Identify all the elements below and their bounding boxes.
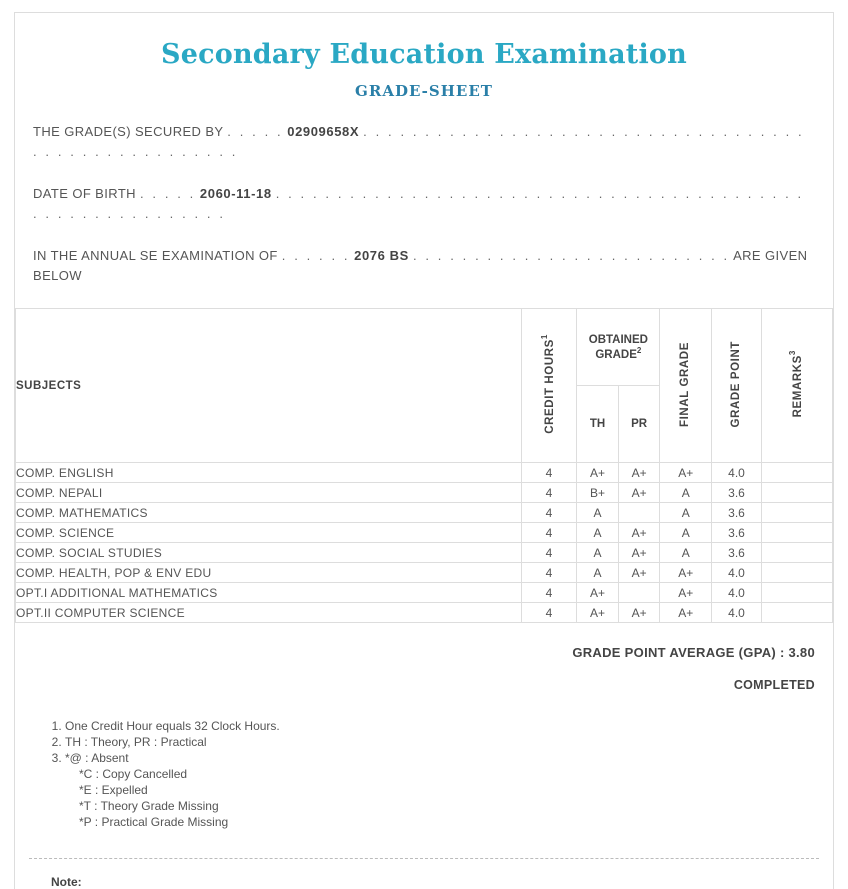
cell-subject: COMP. ENGLISH bbox=[16, 463, 522, 483]
remarks-vertical-label: REMARKS$^3$ bbox=[788, 350, 805, 418]
info-dots-trailing-3: . . . . . . . . . . . . . . . . . . . . . . . . . . bbox=[412, 248, 730, 263]
cell-final-grade: A bbox=[660, 503, 712, 523]
cell-grade-point: 3.6 bbox=[712, 543, 762, 563]
cell-remarks bbox=[761, 563, 832, 583]
page-subtitle: GRADE-SHEET bbox=[355, 82, 493, 100]
cell-theory-grade: A+ bbox=[577, 603, 619, 623]
info-dots-leading-3: . . . . . . bbox=[281, 248, 351, 263]
cell-grade-point: 4.0 bbox=[712, 563, 762, 583]
table-row bbox=[16, 483, 833, 503]
table-row bbox=[16, 463, 833, 483]
cell-grade-point: 3.6 bbox=[712, 503, 762, 523]
status-badge: COMPLETED bbox=[733, 678, 815, 692]
cell-credit: 4 bbox=[521, 543, 577, 563]
note-symbol-absent: *@ : Absent bbox=[65, 751, 129, 765]
info-label-exam-year: IN THE ANNUAL SE EXAMINATION OF bbox=[33, 248, 278, 263]
info-dots-trailing-1: . . . . . . . . . . . . . . . . . . . . . . . . . . . . . . . . . . . . . . . . . . . . . . . . . . . . . bbox=[33, 124, 805, 159]
note-item-th-pr: 2. TH : Theory, PR : Practical bbox=[65, 734, 833, 750]
cell-grade-point: 4.0 bbox=[712, 463, 762, 483]
cell-remarks bbox=[761, 463, 832, 483]
cell-theory-grade: A+ bbox=[577, 463, 619, 483]
column-header-subjects: SUBJECTS bbox=[16, 309, 522, 463]
cell-credit: 4 bbox=[521, 523, 577, 543]
student-info-block bbox=[15, 100, 833, 286]
column-header-practical: PR bbox=[618, 386, 660, 463]
cell-grade-point: 3.6 bbox=[712, 483, 762, 503]
info-label-date-of-birth: DATE OF BIRTH bbox=[33, 186, 136, 201]
info-value-date-of-birth: 2060-11-18 bbox=[199, 186, 272, 201]
cell-theory-grade: A bbox=[577, 523, 619, 543]
cell-remarks bbox=[761, 543, 832, 563]
cell-final-grade: A+ bbox=[660, 463, 712, 483]
column-header-theory: TH bbox=[577, 386, 619, 463]
table-row bbox=[16, 563, 833, 583]
cell-theory-grade: B+ bbox=[577, 483, 619, 503]
cell-theory-grade: A bbox=[577, 543, 619, 563]
cell-final-grade: A bbox=[660, 543, 712, 563]
cell-credit: 4 bbox=[521, 583, 577, 603]
cell-theory-grade: A+ bbox=[577, 583, 619, 603]
cell-final-grade: A+ bbox=[660, 583, 712, 603]
cell-practical-grade: A+ bbox=[618, 523, 660, 543]
cell-grade-point: 4.0 bbox=[712, 583, 762, 603]
cell-credit: 4 bbox=[521, 463, 577, 483]
note-item-credit-hour: 1. One Credit Hour equals 32 Clock Hours. bbox=[65, 718, 833, 734]
gpa-summary: GRADE POINT AVERAGE (GPA) : 3.80 bbox=[572, 645, 815, 660]
info-dots-leading-2: . . . . . bbox=[139, 186, 196, 201]
cell-grade-point: 4.0 bbox=[712, 603, 762, 623]
cell-final-grade: A bbox=[660, 483, 712, 503]
cell-subject: COMP. SCIENCE bbox=[16, 523, 522, 543]
cell-practical-grade bbox=[618, 583, 660, 603]
column-header-obtained-grade: OBTAINED GRADE$^2$ bbox=[577, 309, 660, 386]
grades-table-head bbox=[16, 309, 833, 463]
cell-grade-point: 3.6 bbox=[712, 523, 762, 543]
cell-subject: COMP. MATHEMATICS bbox=[16, 503, 522, 523]
table-row bbox=[16, 603, 833, 623]
gradesheet-card bbox=[14, 12, 834, 889]
info-dots-trailing-2: . . . . . . . . . . . . . . . . . . . . . . . . . . . . . . . . . . . . . . . . . . . . . . . . . . . . . . . . . . . bbox=[33, 186, 804, 221]
info-line-grades-secured bbox=[33, 122, 815, 162]
column-header-credit-hours bbox=[521, 309, 577, 463]
cell-theory-grade: A bbox=[577, 563, 619, 583]
notes-section bbox=[15, 692, 833, 830]
cell-credit: 4 bbox=[521, 603, 577, 623]
notes-list bbox=[45, 718, 833, 830]
grade-point-vertical-label: GRADE POINT bbox=[729, 340, 742, 428]
column-header-grade-point bbox=[712, 309, 762, 463]
cell-practical-grade: A+ bbox=[618, 543, 660, 563]
info-line-exam-year bbox=[33, 246, 815, 286]
cell-credit: 4 bbox=[521, 483, 577, 503]
cell-practical-grade: A+ bbox=[618, 603, 660, 623]
grades-table bbox=[15, 308, 833, 623]
column-header-final-grade bbox=[660, 309, 712, 463]
info-tail-are-given-below: ARE GIVEN BELOW bbox=[33, 248, 808, 283]
note-symbol-theory-missing: *T : Theory Grade Missing bbox=[79, 799, 219, 813]
cell-credit: 4 bbox=[521, 503, 577, 523]
table-row bbox=[16, 583, 833, 603]
cell-theory-grade: A bbox=[577, 503, 619, 523]
cell-subject: OPT.II COMPUTER SCIENCE bbox=[16, 603, 522, 623]
note-symbol-copy-cancelled: *C : Copy Cancelled bbox=[79, 767, 188, 781]
credit-hours-vertical-label: CREDIT HOURS$^1$ bbox=[540, 334, 557, 434]
info-value-exam-year: 2076 BS bbox=[354, 248, 409, 263]
cell-subject: COMP. SOCIAL STUDIES bbox=[16, 543, 522, 563]
note-symbol-practical-missing: *P : Practical Grade Missing bbox=[79, 815, 229, 829]
cell-subject: COMP. HEALTH, POP & ENV EDU bbox=[16, 563, 522, 583]
cell-practical-grade: A+ bbox=[618, 563, 660, 583]
table-row bbox=[16, 523, 833, 543]
note-item-symbols bbox=[65, 750, 833, 830]
final-grade-vertical-label: FINAL GRADE bbox=[679, 341, 692, 427]
cell-practical-grade: A+ bbox=[618, 463, 660, 483]
cell-final-grade: A+ bbox=[660, 563, 712, 583]
grades-header-row-1 bbox=[16, 309, 833, 386]
cell-practical-grade bbox=[618, 503, 660, 523]
table-row bbox=[16, 543, 833, 563]
cell-final-grade: A bbox=[660, 523, 712, 543]
cell-practical-grade: A+ bbox=[618, 483, 660, 503]
grades-table-body bbox=[16, 463, 833, 623]
cell-subject: OPT.I ADDITIONAL MATHEMATICS bbox=[16, 583, 522, 603]
info-line-date-of-birth bbox=[33, 184, 815, 224]
column-header-remarks bbox=[761, 309, 832, 463]
footer-note-label: Note: bbox=[51, 875, 82, 889]
cell-subject: COMP. NEPALI bbox=[16, 483, 522, 503]
cell-credit: 4 bbox=[521, 563, 577, 583]
info-dots-leading-1: . . . . . bbox=[227, 124, 284, 139]
cell-remarks bbox=[761, 583, 832, 603]
cell-remarks bbox=[761, 523, 832, 543]
page-title: Secondary Education Examination bbox=[161, 39, 687, 70]
info-value-symbol-number: 02909658X bbox=[287, 124, 360, 139]
cell-remarks bbox=[761, 483, 832, 503]
table-row bbox=[16, 503, 833, 523]
note-symbol-expelled: *E : Expelled bbox=[79, 783, 148, 797]
info-label-grades-secured: THE GRADE(S) SECURED BY bbox=[33, 124, 224, 139]
cell-remarks bbox=[761, 603, 832, 623]
cell-final-grade: A+ bbox=[660, 603, 712, 623]
cell-remarks bbox=[761, 503, 832, 523]
